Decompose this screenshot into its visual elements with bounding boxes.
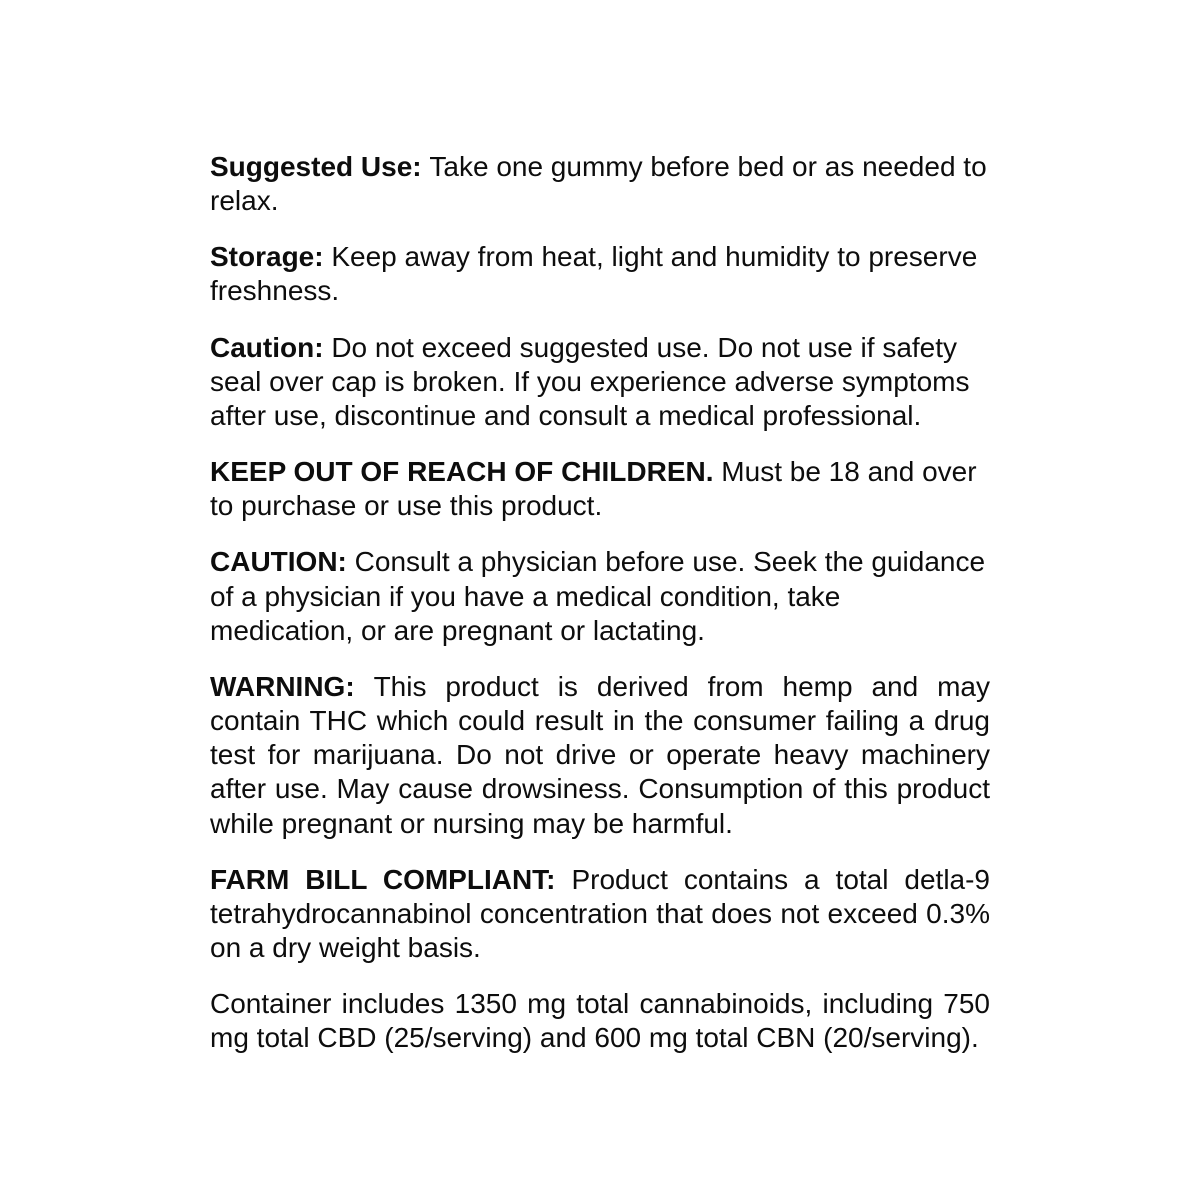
paragraph-suggested-use — [210, 150, 990, 218]
paragraph-caution-dosage — [210, 331, 990, 433]
paragraph-storage — [210, 240, 990, 308]
paragraph-lead: WARNING: — [210, 670, 355, 702]
paragraph-lead: FARM BILL COMPLIANT: — [210, 863, 556, 895]
paragraph-body: Product contains a total detla-9 tetrahydrocannabinol concentration that does not exceed 0.3% on a dry weight basis. — [210, 863, 991, 963]
paragraph-farm-bill-compliant — [210, 863, 990, 965]
paragraph-lead: KEEP OUT OF REACH OF CHILDREN. — [210, 456, 714, 488]
paragraph-lead: Storage: — [210, 241, 324, 273]
paragraph-cannabinoid-content — [210, 987, 990, 1055]
paragraph-body: Take one gummy before bed or as needed to relax. — [210, 151, 987, 217]
paragraph-body: This product is derived from hemp and may contain THC which could result in the consumer failing a drug test for marijuana. Do not drive or operate heavy machinery after use. May cause drowsiness. Consumption of this product while pregnant or nursing may be harmful. — [210, 670, 991, 839]
paragraph-body: Container includes 1350 mg total cannabinoids, including 750 mg total CBD (25/serving) and 600 mg total CBN (20/serving). — [210, 988, 990, 1054]
paragraph-lead: Suggested Use: — [210, 151, 422, 182]
paragraph-keep-out-of-reach — [210, 455, 990, 523]
paragraph-body: Keep away from heat, light and humidity to preserve freshness. — [210, 241, 978, 307]
paragraph-body: Must be 18 and over to purchase or use this product. — [210, 456, 977, 522]
label-text-block — [210, 150, 990, 1055]
paragraph-caution-physician — [210, 545, 990, 647]
paragraph-body: Consult a physician before use. Seek the guidance of a physician if you have a medical condition, take medication, or are pregnant or lactating. — [210, 546, 986, 646]
paragraph-lead: CAUTION: — [210, 546, 347, 578]
paragraph-lead: Caution: — [210, 331, 324, 363]
paragraph-body: Do not exceed suggested use. Do not use if safety seal over cap is broken. If you experience adverse symptoms after use, discontinue and consult a medical professional. — [210, 331, 970, 431]
paragraph-warning-thc — [210, 670, 990, 841]
